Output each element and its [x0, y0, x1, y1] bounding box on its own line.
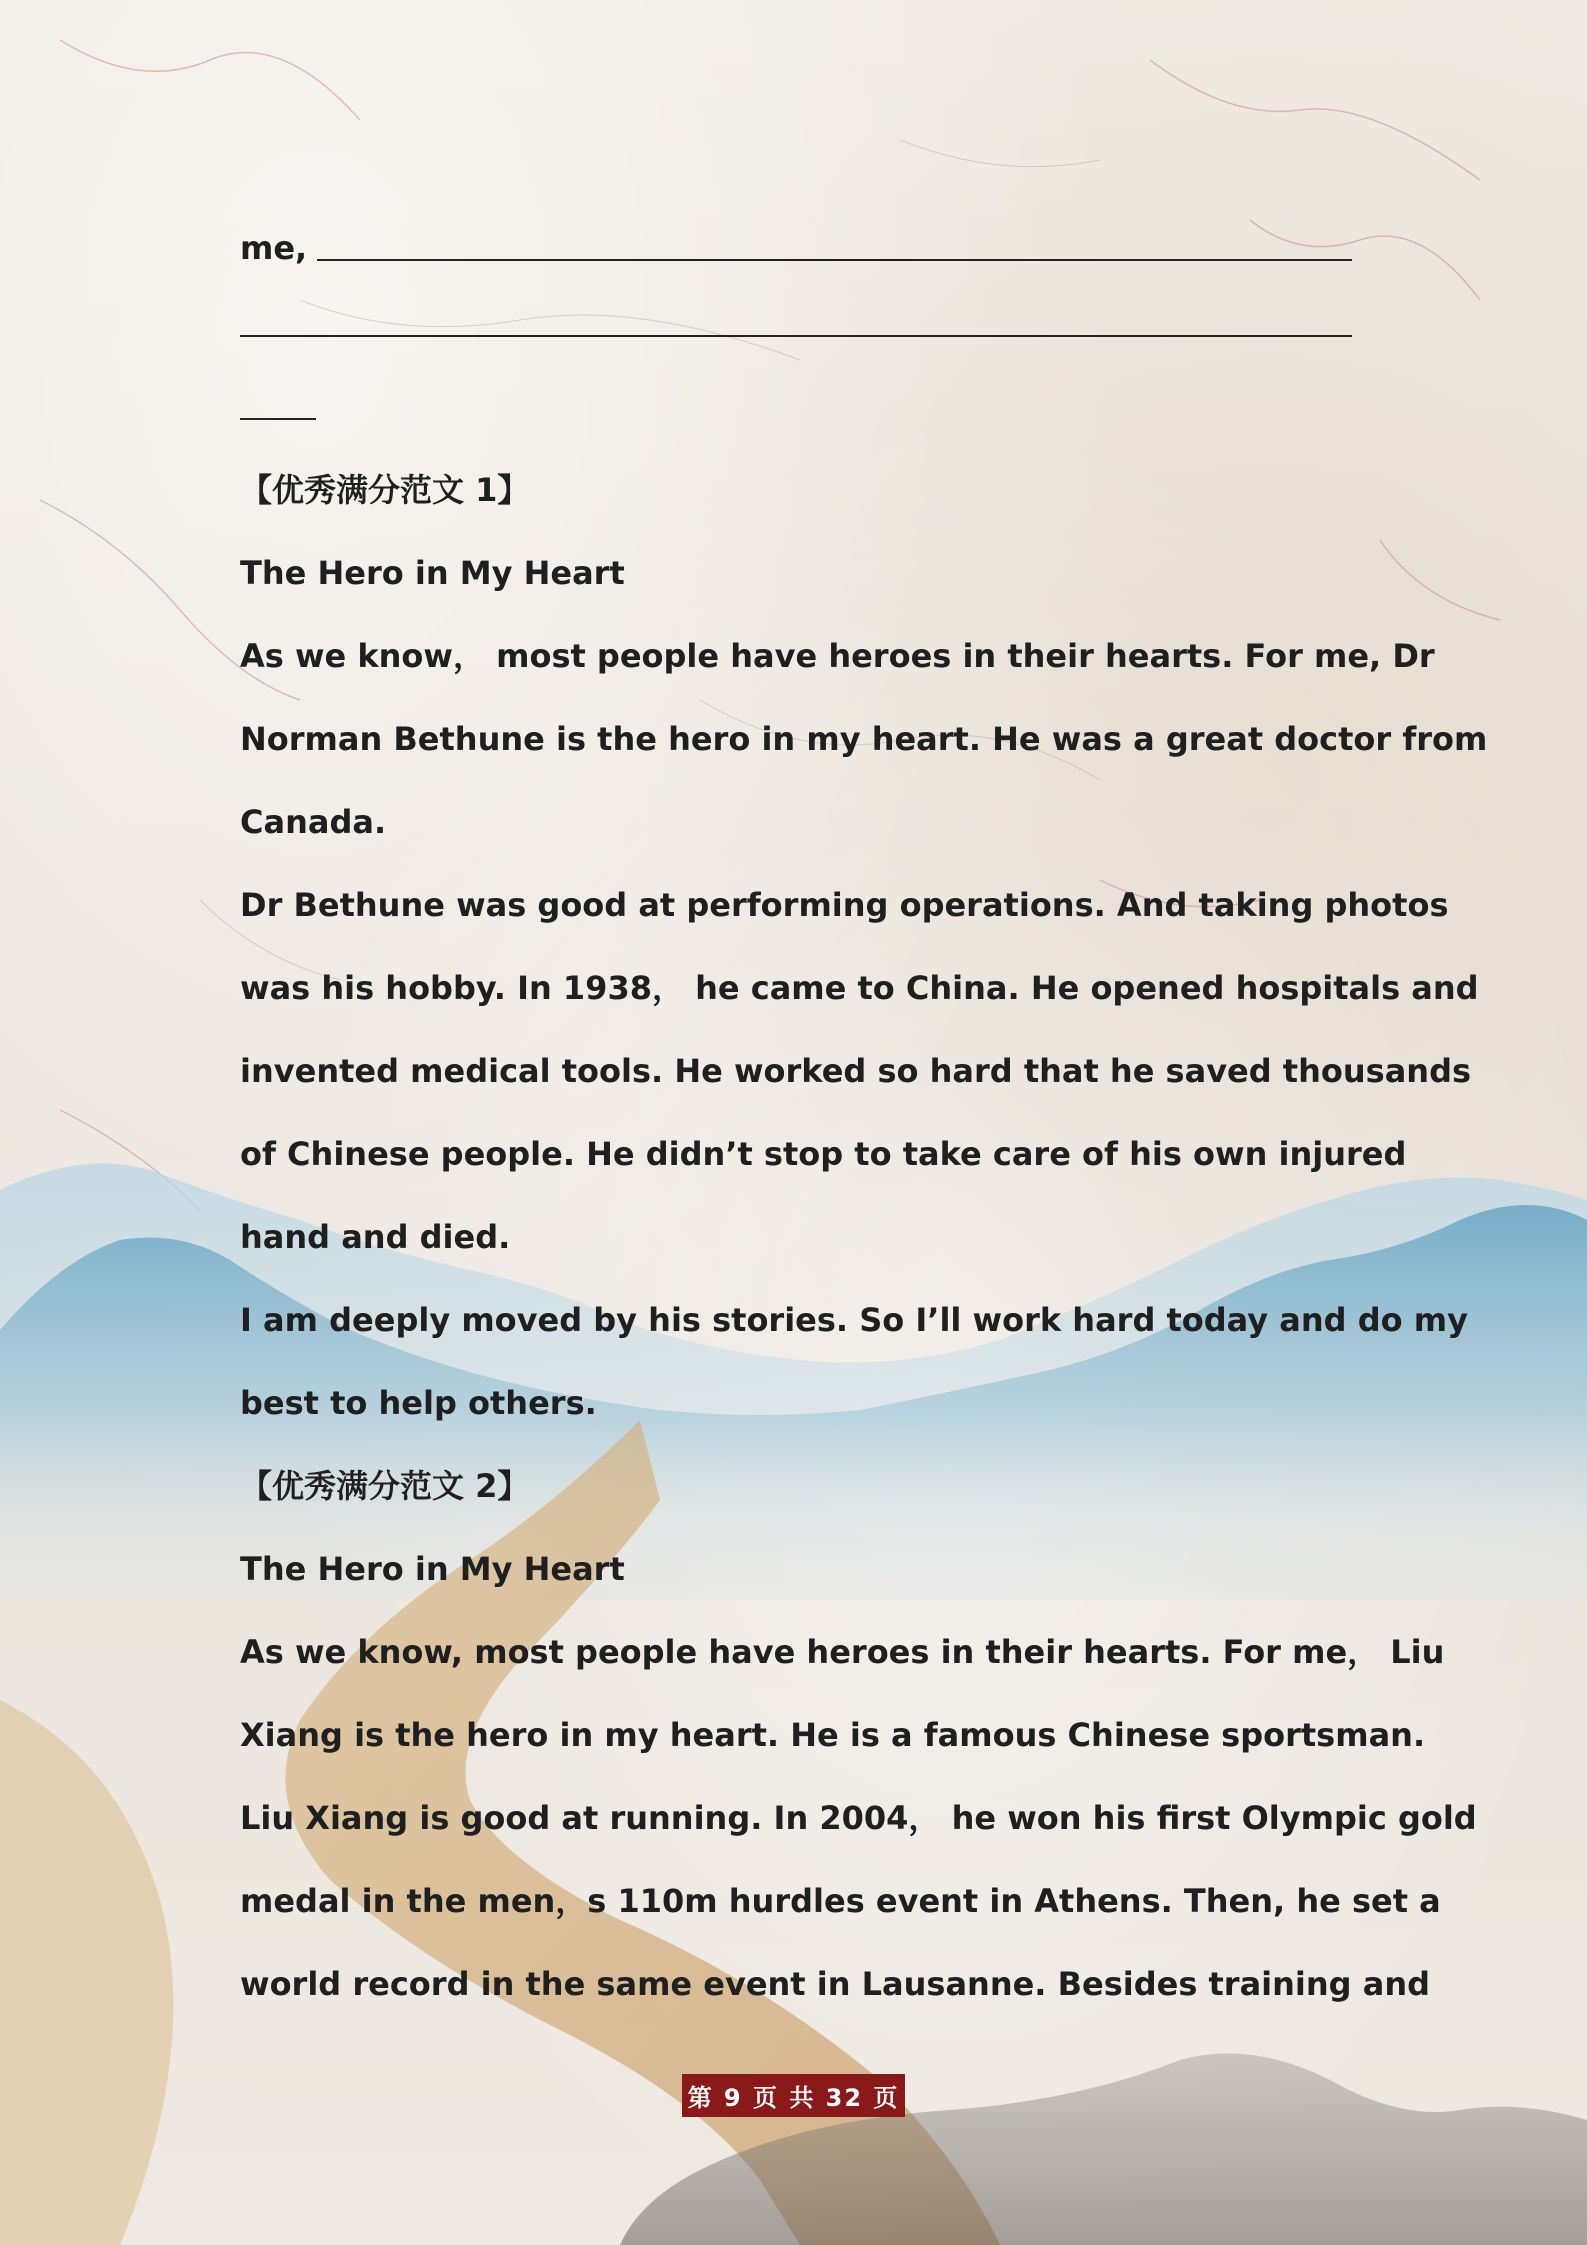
essay-heading-2: 【优秀满分范文 2】 — [240, 1467, 530, 1505]
text-line: Canada. — [240, 803, 387, 841]
fill-in-line-3 — [240, 366, 1352, 449]
document-body — [240, 200, 1488, 2026]
essay-heading-1: 【优秀满分范文 1】 — [240, 471, 530, 509]
essay-title: The Hero in My Heart — [240, 554, 625, 592]
text-line: As we know， most people have heroes in their hearts. For me, Dr — [240, 637, 1435, 675]
text-line: Xiang is the hero in my heart. He is a famous Chinese sportsman. — [240, 1716, 1426, 1754]
essay-title: The Hero in My Heart — [240, 1550, 625, 1588]
fill-in-line-1 — [240, 200, 1352, 283]
text-line: Liu Xiang is good at running. In 2004， he won his first Olympic gold — [240, 1799, 1477, 1837]
text-line: As we know, most people have heroes in their hearts. For me， Liu — [240, 1633, 1445, 1671]
text-line: best to help others. — [240, 1384, 597, 1422]
blank-underline — [240, 335, 1352, 337]
text-line: invented medical tools. He worked so hard that he saved thousands — [240, 1052, 1472, 1090]
text-line: Norman Bethune is the hero in my heart. He was a great doctor from — [240, 720, 1488, 758]
text-line: of Chinese people. He didn’t stop to take care of his own injured — [240, 1135, 1407, 1173]
page-footer — [0, 2074, 1587, 2117]
text-line: medal in the men，s 110m hurdles event in Athens. Then, he set a — [240, 1882, 1441, 1920]
text-line: me, — [240, 229, 308, 267]
blank-underline — [317, 259, 1352, 261]
text-line: was his hobby. In 1938， he came to China. He opened hospitals and — [240, 969, 1479, 1007]
text-line: I am deeply moved by his stories. So I’ll work hard today and do my — [240, 1301, 1468, 1339]
blank-underline-short — [240, 418, 316, 420]
page-number-badge: 第 9 页 共 32 页 — [682, 2074, 906, 2117]
text-line: Dr Bethune was good at performing operations. And taking photos — [240, 886, 1449, 924]
text-line: hand and died. — [240, 1218, 511, 1256]
text-line: world record in the same event in Lausanne. Besides training and — [240, 1965, 1430, 2003]
fill-in-line-2 — [240, 283, 1352, 366]
